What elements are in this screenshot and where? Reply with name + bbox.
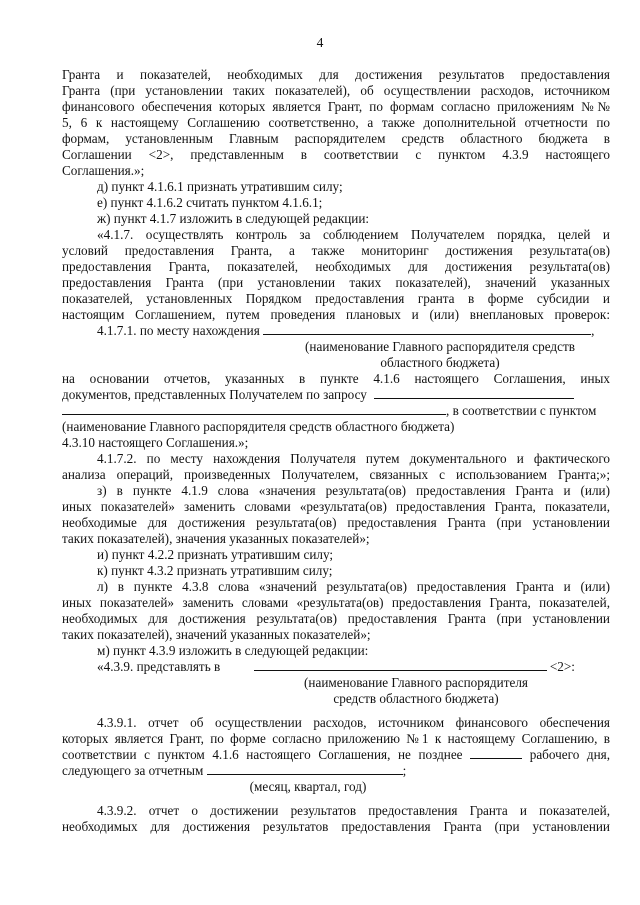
blank-suffix: рабочего дня, <box>529 747 611 762</box>
text-line: Соглашения.»; <box>62 163 145 178</box>
text-line-with-blank <box>97 323 610 339</box>
text-line-with-blank <box>62 747 610 763</box>
text-line: необходимых для достижения результата(ов) предоставления Гранта (при установлении <box>62 611 610 626</box>
text-line: «4.1.7. осуществлять контроль за соблюдением Получателем порядка, целей и <box>97 227 610 242</box>
blank-label: следующего за отчетным <box>62 763 204 778</box>
text-line: анализа операций, произведенных Получателем, связанных с использованием Гранта;»; <box>62 467 610 482</box>
blank-suffix: , в соответствии с пунктом <box>446 403 597 418</box>
text-line: которых является Грант, по форме согласно приложению №1 к настоящему Соглашению, в <box>62 731 610 746</box>
blank-line <box>254 659 547 671</box>
blank-line <box>62 403 446 415</box>
text-line: 5, 6 к настоящему Соглашению соответственно, а также дополнительной отчетности по <box>62 115 610 130</box>
blank-caption: (наименование Главного распорядителя средств <box>305 339 575 354</box>
text-line: д) пункт 4.1.6.1 признать утратившим силу; <box>97 179 343 194</box>
text-line: 4.3.9.1. отчет об осуществлении расходов, источником финансового обеспечения <box>97 715 610 730</box>
blank-caption: областного бюджета) <box>380 355 500 370</box>
blank-caption: (месяц, квартал, год) <box>249 779 367 794</box>
text-line: Гранта и показателей, необходимых для достижения результатов предоставления <box>62 67 610 82</box>
text-line: Гранта (при установлении таких показателей), об осуществлении расходов, источником <box>62 83 610 98</box>
text-line: таких показателей), значения указанных показателей»; <box>62 531 370 546</box>
text-line: иных показателей» заменить словами «результата(ов) предоставления Гранта, показатели, <box>62 499 610 514</box>
text-line: к) пункт 4.3.2 признать утратившим силу; <box>97 563 333 578</box>
page-number: 4 <box>316 35 324 50</box>
text-line: на основании отчетов, указанных в пункте 4.1.6 настоящего Соглашения, иных <box>62 371 610 386</box>
text-line: и) пункт 4.2.2 признать утратившим силу; <box>97 547 334 562</box>
text-line: необходимых для достижения результатов предоставления Гранта (при установлении <box>62 819 610 834</box>
text-line: необходимые для достижения результата(ов) предоставления Гранта (при установлении <box>62 515 610 530</box>
text-line: формам, установленным Главным распорядителем средств областного бюджета в <box>62 131 610 146</box>
blank-line <box>207 763 403 775</box>
text-line: таких показателей), значений указанных показателей»; <box>62 627 371 642</box>
text-line: ж) пункт 4.1.7 изложить в следующей редакции: <box>97 211 370 226</box>
blank-caption: (наименование Главного распорядителя <box>304 675 528 690</box>
blank-label: соответствии с пунктом 4.1.6 настоящего Соглашения, не позднее <box>62 747 463 762</box>
text-line-with-blank <box>62 387 610 403</box>
blank-caption: средств областного бюджета) <box>333 691 499 706</box>
blank-label: 4.1.7.1. по месту нахождения <box>97 323 260 338</box>
blank-label: «4.3.9. представлять в <box>97 659 221 674</box>
blank-line <box>263 323 591 335</box>
blank-suffix: , <box>591 323 595 338</box>
blank-line <box>470 747 522 759</box>
text-line: условий предоставления Гранта, а также мониторинг достижения результата(ов) <box>62 243 610 258</box>
text-line: л) в пункте 4.3.8 слова «значений результата(ов) предоставления Гранта и (или) <box>97 579 610 594</box>
text-line: 4.3.9.2. отчет о достижении результатов предоставления Гранта и показателей, <box>97 803 610 818</box>
text-line: 4.1.7.2. по месту нахождения Получателя путем документального и фактического <box>97 451 610 466</box>
blank-label: документов, представленных Получателем по запросу <box>62 387 367 402</box>
text-line: иных показателей» заменить словами «результата(ов) предоставления Гранта, показателей, <box>62 595 610 610</box>
text-line: показателей, установленных Порядком предоставления гранта в форме субсидии и <box>62 291 610 306</box>
blank-line <box>374 387 574 399</box>
text-line: е) пункт 4.1.6.2 считать пунктом 4.1.6.1; <box>97 195 323 210</box>
text-line: финансового обеспечения которых является Грант, по формам согласно приложениям №№ <box>62 99 610 114</box>
text-line: з) в пункте 4.1.9 слова «значения результата(ов) предоставления Гранта и (или) <box>97 483 610 498</box>
blank-caption: (наименование Главного распорядителя средств областного бюджета) <box>62 419 455 434</box>
text-line: Соглашении <2>, представленным в соответствии с пунктом 4.3.9 настоящего <box>62 147 610 162</box>
text-line-with-blank <box>62 403 610 419</box>
text-line: м) пункт 4.3.9 изложить в следующей редакции: <box>97 643 369 658</box>
text-line: настоящим Соглашением, путем проведения плановых и (или) внеплановых проверок: <box>62 307 610 322</box>
text-line: предоставления Гранта, показателей, необходимых для достижения результата(ов) <box>62 259 610 274</box>
text-line: предоставления Гранта (при установлении таких показателей), значений указанных <box>62 275 610 290</box>
text-line-with-blank <box>97 659 610 675</box>
text-line: 4.3.10 настоящего Соглашения.»; <box>62 435 249 450</box>
text-line-with-blank <box>62 763 610 779</box>
blank-suffix: ; <box>402 763 407 778</box>
blank-suffix: <2>: <box>549 659 575 674</box>
